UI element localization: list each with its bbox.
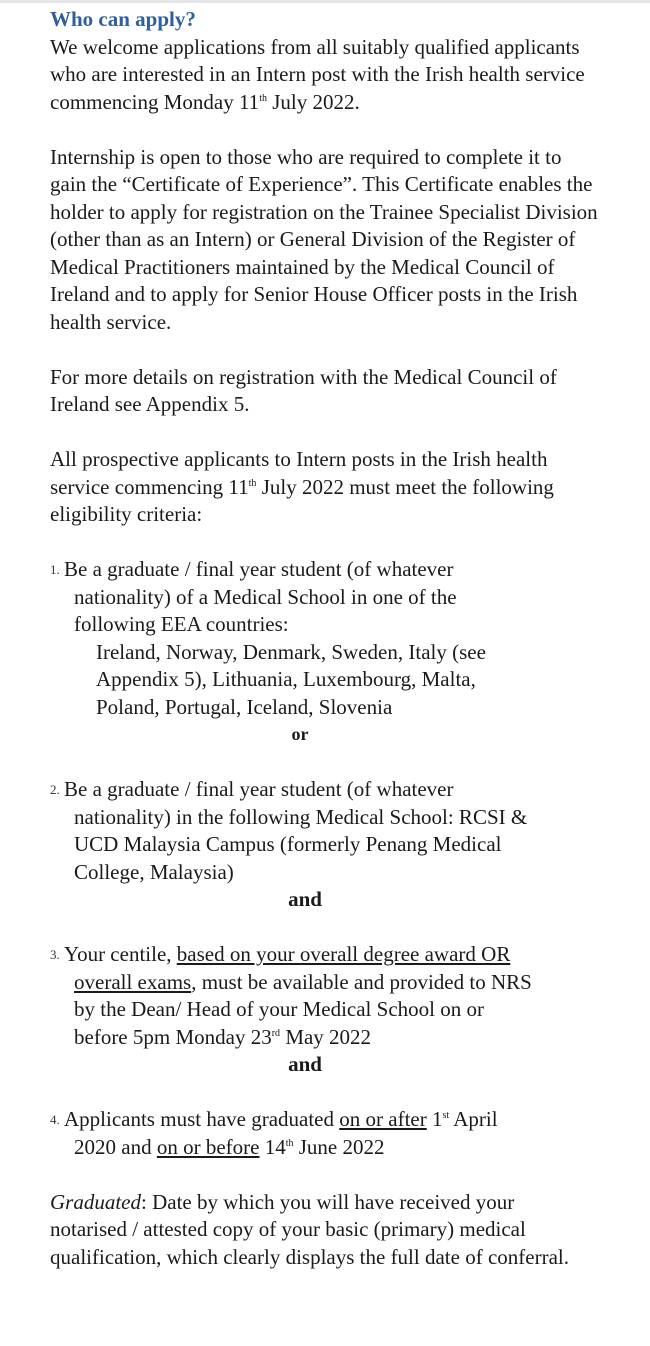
list-number: 1. xyxy=(50,562,60,577)
list-number: 4. xyxy=(50,1112,60,1127)
criteria-item-4: 4. Applicants must have graduated on or after 1st April 2020 and on or before 14th June 2022 xyxy=(50,1107,498,1159)
connector-and: and xyxy=(288,1052,322,1076)
underlined-text: on or before xyxy=(156,1134,260,1159)
term-graduated: Graduated xyxy=(50,1189,141,1214)
underlined-text: based on your overall degree award OR xyxy=(176,942,511,966)
underlined-text: overall exams xyxy=(74,969,192,994)
connector-and: and xyxy=(288,887,322,911)
paragraph-registration-details: For more details on registration with the Medical Council of Ireland see Appendix 5. xyxy=(50,364,557,416)
connector-or: or xyxy=(291,724,309,744)
paragraph-graduated-definition: Graduated: Date by which you will have received your notarised / attested copy of your basic (primary) medical qualification, which clearly displays the full date of conferral. xyxy=(50,1189,569,1269)
top-divider xyxy=(0,0,650,3)
section-heading: Who can apply? xyxy=(50,7,196,31)
criteria-item-2: 2. Be a graduate / final year student (of whatever nationality) in the following Medical School: RCSI & UCD Malaysia Campus (formerly Penang Medical College, Malaysia) xyxy=(50,777,528,884)
country-list: Ireland, Norway, Denmark, Sweden, Italy (see xyxy=(96,639,486,664)
criteria-item-1: 1. Be a graduate / final year student (of whatever nationality) of a Medical School in one of the following EEA countries: Ireland, Norway, Denmark, Sweden, Italy (see Appendix 5), Lithuania, Luxembourg, Malta, Poland, Portugal, Iceland, Slovenia xyxy=(50,556,640,721)
list-number: 2. xyxy=(50,782,60,797)
paragraph-eligibility-intro: All prospective applicants to Intern posts in the Irish health service commencing 11th July 2022 must meet the following eligibility criteria: xyxy=(50,447,554,526)
criteria-item-3: 3. Your centile, based on your overall degree award OR overall exams, must be available and provided to NRS by the Dean/ Head of your Medical School on or before 5pm Monday 23rd May 2022 xyxy=(50,942,532,1049)
document-body xyxy=(50,6,640,1299)
paragraph-internship: Internship is open to those who are required to complete it to gain the “Certificate of Experience”. This Certificate enables the holder to apply for registration on the Trainee Specialist Division (other than as an Intern) or General Division of the Register of Medical Practitioners maintained by the Medical Council of Ireland and to apply for Senior House Officer posts in the Irish health service. xyxy=(50,144,598,334)
paragraph-welcome: We welcome applications from all suitably qualified applicants who are interested in an Intern post with the Irish health service commencing Monday 11th July 2022. xyxy=(50,34,585,114)
list-number: 3. xyxy=(50,947,60,962)
underlined-text: on or after xyxy=(339,1107,427,1131)
